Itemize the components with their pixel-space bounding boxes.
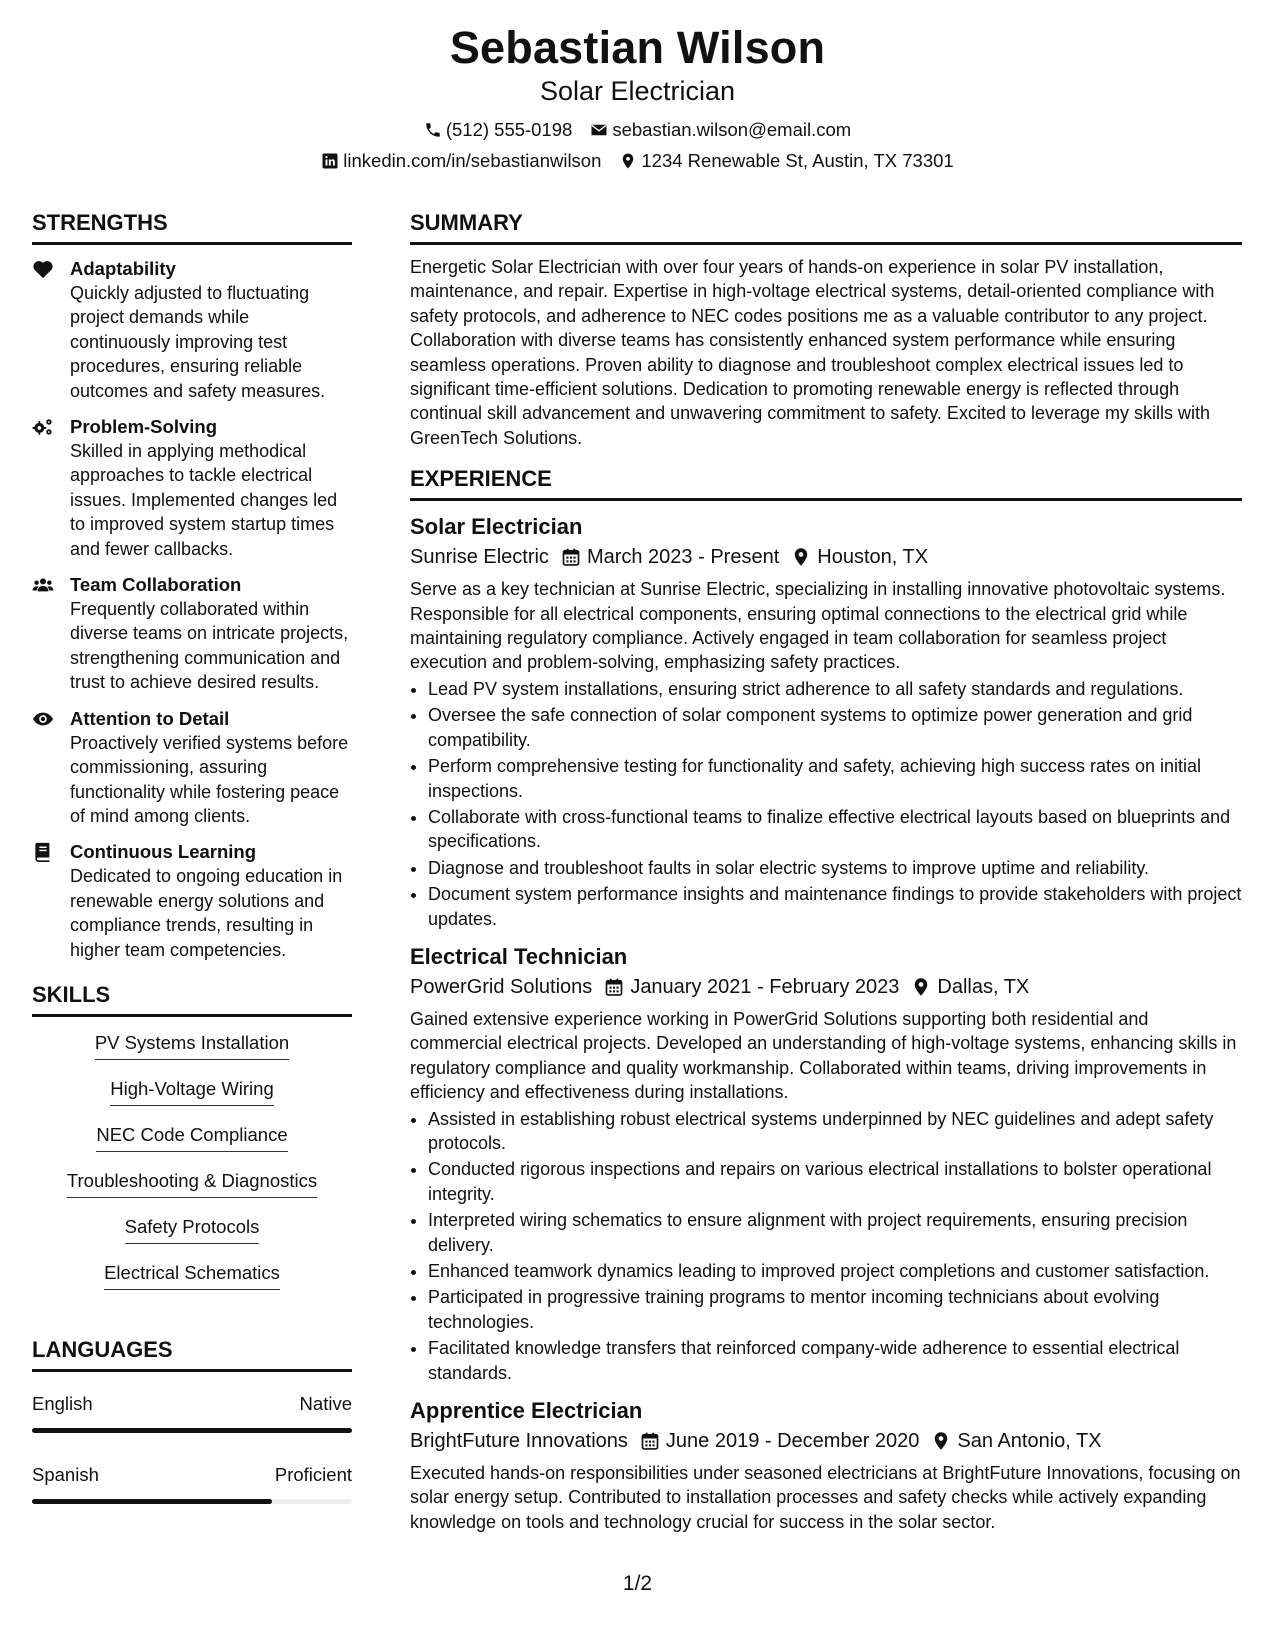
strength-desc: Frequently collaborated within diverse teams on intricate projects, strengthening communication and trust to achieve desired results. (70, 599, 349, 693)
job-bullet: • Participated in progressive training programs to mentor incoming technicians about evolving technologies. (428, 1285, 1242, 1334)
skills-heading: SKILLS (32, 982, 352, 1017)
candidate-name: Sebastian Wilson (449, 22, 826, 73)
skill-item: NEC Code Compliance (96, 1123, 287, 1152)
strength-title: Continuous Learning (70, 841, 257, 863)
job-dates: June 2019 - December 2020 (665, 1430, 920, 1453)
language-name: English (32, 1392, 93, 1414)
job-dates: March 2023 - Present (586, 546, 780, 569)
phone-contact[interactable] (424, 118, 573, 142)
skill-item: Safety Protocols (125, 1215, 260, 1244)
strength-title: Team Collaboration (70, 574, 242, 596)
strength-desc: Skilled in applying methodical approaches to tackle electrical issues. Implemented changes led to improved system startup times and fewer callbacks. (70, 441, 338, 559)
page-number: 1/2 (622, 1572, 653, 1595)
strength-title: Adaptability (70, 258, 176, 279)
skill-item: High-Voltage Wiring (110, 1077, 274, 1106)
job-bullet: • Conducted rigorous inspections and repairs on various electrical installations to bolster operational integrity. (428, 1157, 1242, 1206)
strength-title: Attention to Detail (70, 707, 230, 729)
job-company: Sunrise Electric (410, 546, 549, 569)
strength-item (32, 707, 352, 829)
phone-icon (424, 121, 442, 139)
strength-desc: Quickly adjusted to fluctuating project demands while continuously improving test procedures, ensuring reliable outcomes and safety measures. (70, 283, 326, 401)
job-bullet: • Enhanced teamwork dynamics leading to improved project completions and customer satisfaction. (428, 1259, 1242, 1283)
job-title: Apprentice Electrician (410, 1398, 643, 1424)
job-bullet: • Diagnose and troubleshoot faults in solar electric systems to improve uptime and reliability. (428, 856, 1242, 880)
envelope-icon (590, 121, 608, 139)
map-pin-icon (911, 977, 931, 997)
job-location: Dallas, TX (937, 975, 1030, 998)
book-icon (32, 842, 54, 862)
skills-list (32, 1031, 352, 1307)
strength-desc: Proactively verified systems before commissioning, assuring functionality while fostering peace of mind among clients. (70, 732, 349, 826)
heart-icon (32, 259, 54, 279)
skill-item: Troubleshooting & Diagnostics (67, 1169, 317, 1198)
job-bullet: • Perform comprehensive testing for functionality and safety, achieving high success rates on initial inspections. (428, 754, 1242, 803)
job-bullet: • Oversee the safe connection of solar component systems to optimize power generation and grid compatibility. (428, 703, 1242, 752)
calendar-icon (561, 547, 581, 567)
language-item (32, 1463, 352, 1487)
gears-icon (32, 417, 54, 437)
languages-list (32, 1392, 352, 1504)
right-column (410, 210, 1242, 1534)
map-pin-icon (931, 1431, 951, 1451)
calendar-icon (604, 977, 624, 997)
contact-row-1 (0, 118, 1275, 142)
job-bullet: • Assisted in establishing robust electrical systems underpinned by NEC guidelines and adept safety protocols. (428, 1107, 1242, 1156)
job-company: PowerGrid Solutions (410, 975, 593, 998)
job-company: BrightFuture Innovations (410, 1430, 628, 1453)
email-contact[interactable] (590, 118, 851, 142)
language-bar (32, 1499, 352, 1504)
map-pin-icon (619, 152, 637, 170)
job-description: Gained extensive experience working in PowerGrid Solutions supporting both residential and commercial electrical projects. Developed an understanding of high-voltage systems, enhancing skills in regulatory compliance and quality workmanship. Collaborated within teams, driving improvements in efficiency and effectiveness during installations. (410, 1008, 1237, 1103)
job-entry (410, 1397, 1242, 1534)
job-bullet: • Interpreted wiring schematics to ensure alignment with project requirements, ensuring precision delivery. (428, 1208, 1242, 1257)
job-title: Solar Electrician (410, 514, 583, 540)
languages-heading: LANGUAGES (32, 1337, 352, 1372)
skill-item: PV Systems Installation (95, 1031, 289, 1060)
job-meta (410, 543, 1242, 571)
language-name: Spanish (32, 1463, 99, 1485)
strength-item (32, 573, 352, 695)
language-bar-fill (32, 1428, 352, 1433)
strength-item (32, 840, 352, 962)
job-meta (410, 1427, 1242, 1455)
summary-text: Energetic Solar Electrician with over four years of hands-on experience in solar PV installation, maintenance, and repair. Expertise in high-voltage electrical systems, detail-oriented compliance with safety protocols, and adherence to NEC codes positions me as a valuable contributor to any project. Collaboration with diverse teams has consistently enhanced system performance while ensuring seamless operations. Proven ability to diagnose and troubleshoot complex electrical issues led to significant time-efficient solutions. Dedication to promoting renewable energy is reflected through continual skill advancement and unwavering commitment to safety. Excited to leverage my skills with GreenTech Solutions. (410, 257, 1215, 448)
address-contact (619, 149, 953, 173)
job-dates: January 2021 - February 2023 (630, 975, 900, 998)
job-meta (410, 973, 1242, 1001)
linkedin-icon (321, 152, 339, 170)
language-level: Native (299, 1392, 352, 1414)
experience-heading: EXPERIENCE (410, 466, 1242, 501)
calendar-icon (640, 1431, 660, 1451)
email-text: sebastian.wilson@email.com (612, 119, 852, 140)
strength-item (32, 415, 352, 561)
job-bullet: • Facilitated knowledge transfers that reinforced company-wide adherence to essential electrical standards. (428, 1336, 1242, 1385)
job-location: Houston, TX (817, 546, 929, 569)
phone-text: (512) 555-0198 (445, 119, 573, 140)
candidate-title: Solar Electrician (539, 76, 736, 106)
language-bar-fill (32, 1499, 272, 1504)
job-bullet: • Lead PV system installations, ensuring strict adherence to all safety standards and regulations. (428, 677, 1242, 701)
job-location: San Antonio, TX (957, 1430, 1102, 1453)
job-description: Executed hands-on responsibilities under seasoned electricians at BrightFuture Innovations, focusing on solar energy setup. Contributed to installation processes and safety checks while actively expanding knowledge on tools and technology crucial for success in the solar sector. (410, 1463, 1241, 1532)
job-title: Electrical Technician (410, 943, 628, 969)
left-column (32, 210, 352, 1534)
resume-header (0, 22, 1275, 173)
job-bullet: • Document system performance insights and maintenance findings to provide stakeholders with project updates. (428, 882, 1242, 931)
job-entry (410, 943, 1242, 1385)
strength-title: Problem-Solving (70, 416, 217, 438)
linkedin-text: linkedin.com/in/sebastianwilson (343, 150, 602, 171)
strengths-heading: STRENGTHS (32, 210, 352, 245)
strength-desc: Dedicated to ongoing education in renewable energy solutions and compliance trends, resulting in higher team competencies. (70, 866, 343, 960)
language-level: Proficient (274, 1463, 352, 1485)
job-entry (410, 513, 1242, 931)
users-icon (32, 575, 54, 595)
language-item (32, 1392, 352, 1416)
map-pin-icon (791, 547, 811, 567)
language-bar (32, 1428, 352, 1433)
job-bullets (410, 677, 1242, 931)
strength-item (32, 257, 352, 403)
eye-icon (32, 709, 54, 729)
address-text: 1234 Renewable St, Austin, TX 73301 (641, 150, 954, 171)
job-bullet: • Collaborate with cross-functional teams to finalize effective electrical layouts based on blueprints and specifications. (428, 805, 1242, 854)
job-description: Serve as a key technician at Sunrise Electric, specializing in installing innovative photovoltaic systems. Responsible for all electrical components, ensuring optimal connections to the electrical grid while maintaining regulatory compliance. Actively engaged in team collaboration for seamless project execution and problem-solving, emphasizing safety practices. (410, 579, 1226, 673)
summary-heading: SUMMARY (410, 210, 1242, 245)
linkedin-contact[interactable] (321, 149, 601, 173)
skill-item: Electrical Schematics (104, 1261, 280, 1290)
job-bullets (410, 1107, 1242, 1385)
contact-row-2 (0, 149, 1275, 173)
